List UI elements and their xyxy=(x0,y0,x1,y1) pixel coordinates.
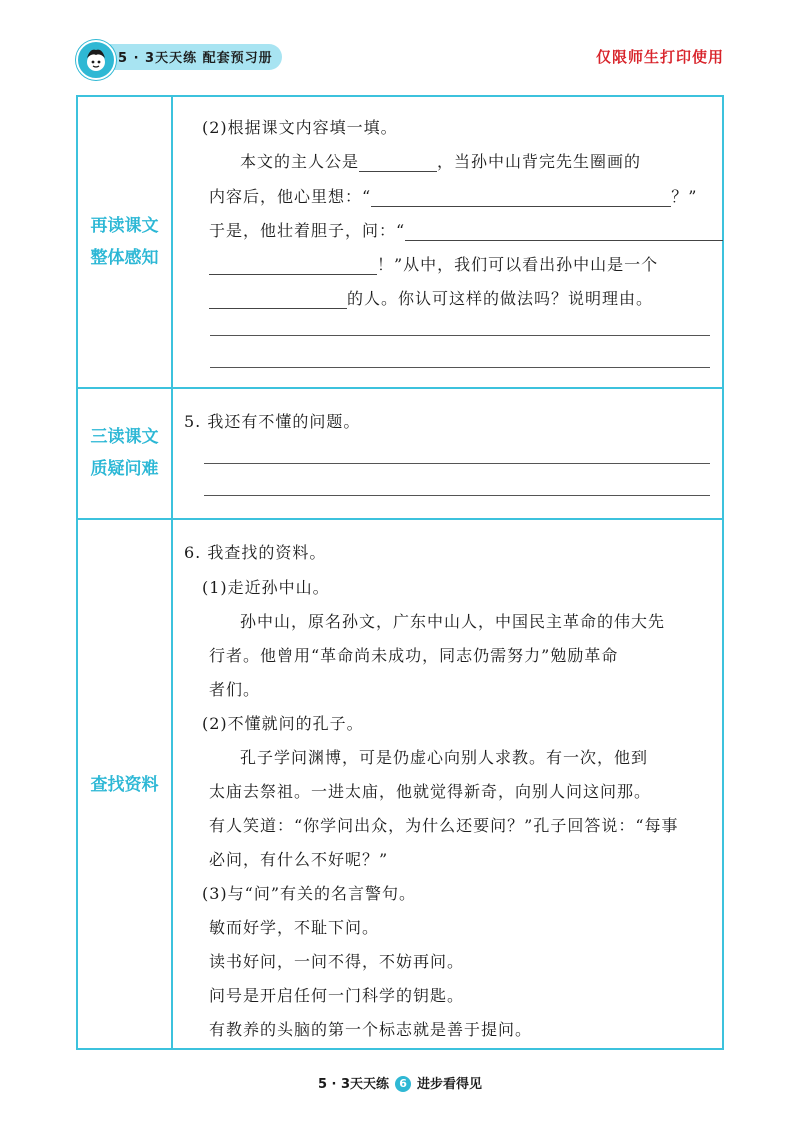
answer-blank[interactable] xyxy=(359,155,437,172)
section-label-question xyxy=(78,421,171,485)
text: 的人。你认可这样的做法吗？说明理由。 xyxy=(347,289,654,308)
paragraph-line: 者们。 xyxy=(209,680,261,699)
footer-slogan: 进步看得见 xyxy=(417,1077,483,1092)
quote-line: 敏而好学，不耻下问。 xyxy=(209,918,380,937)
text: 于是，他壮着胆子，问：“ xyxy=(209,221,406,240)
quote-line: 有教养的头脑的第一个标志就是善于提问。 xyxy=(209,1020,533,1039)
row-divider xyxy=(78,518,722,520)
answer-blank[interactable] xyxy=(209,258,377,275)
subsection-title: (1)走近孙中山。 xyxy=(202,578,330,597)
fill-line-2 xyxy=(209,184,697,207)
paragraph-line: 孙中山，原名孙文，广东中山人，中国民主革命的伟大先 xyxy=(240,612,666,631)
paragraph-line: 太庙去祭祖。一进太庙，他就觉得新奇，向别人问这问那。 xyxy=(209,782,652,801)
text: ？” xyxy=(671,187,698,206)
label-line: 三读课文 xyxy=(90,427,159,447)
text: ！”从中，我们可以看出孙中山是一个 xyxy=(377,255,659,274)
print-notice: 仅限师生打印使用 xyxy=(595,48,724,66)
footer-brand: 5 · 3天天练 xyxy=(317,1077,390,1092)
answer-line[interactable] xyxy=(204,463,710,464)
text: 内容后，他心里想：“ xyxy=(209,187,372,206)
label-line: 整体感知 xyxy=(90,248,159,268)
section-label-research: 查找资料 xyxy=(90,775,159,795)
question-title: (2)根据课文内容填一填。 xyxy=(202,118,398,137)
fill-line-3 xyxy=(209,218,723,241)
label-line: 质疑问难 xyxy=(90,459,159,479)
text: ，当孙中山背完先生圈画的 xyxy=(437,152,642,171)
paragraph-line: 必问，有什么不好呢？” xyxy=(209,850,389,869)
paragraph-line: 有人笑道：“你学问出众，为什么还要问？”孔子回答说：“每事 xyxy=(209,816,679,835)
question-title: 5. 我还有不懂的问题。 xyxy=(184,412,361,431)
section-label-reread xyxy=(78,210,171,274)
answer-line[interactable] xyxy=(204,495,710,496)
header-title: 5 · 3天天练 配套预习册 xyxy=(118,51,273,66)
fill-line-5 xyxy=(209,286,653,309)
column-divider xyxy=(171,97,173,1048)
section-question-content xyxy=(174,389,722,518)
quote-line: 问号是开启任何一门科学的钥匙。 xyxy=(209,986,465,1005)
paragraph-line: 孔子学问渊博，可是仍虚心向别人求教。有一次，他到 xyxy=(240,748,649,767)
answer-line[interactable] xyxy=(210,367,710,368)
quote-line: 读书好问，一问不得，不妨再问。 xyxy=(209,952,465,971)
subsection-title: (3)与“问”有关的名言警句。 xyxy=(202,884,417,903)
answer-blank[interactable] xyxy=(371,190,671,207)
answer-blank[interactable] xyxy=(405,224,723,241)
fill-line-4 xyxy=(209,252,658,275)
page-number: 6 xyxy=(395,1076,411,1092)
subsection-title: (2)不懂就问的孔子。 xyxy=(202,714,364,733)
fill-line-1 xyxy=(240,149,641,172)
answer-blank[interactable] xyxy=(209,292,347,309)
question-title: 6. 我查找的资料。 xyxy=(184,543,327,562)
mascot-logo-icon xyxy=(76,40,116,80)
label-line: 再读课文 xyxy=(90,216,159,236)
page-footer xyxy=(0,1073,800,1092)
paragraph-line: 行者。他曾用“革命尚未成功，同志仍需努力”勉励革命 xyxy=(209,646,619,665)
text: 本文的主人公是 xyxy=(240,152,360,171)
worksheet-table xyxy=(76,95,724,1050)
section-reread-content xyxy=(174,97,722,387)
answer-line[interactable] xyxy=(210,335,710,336)
